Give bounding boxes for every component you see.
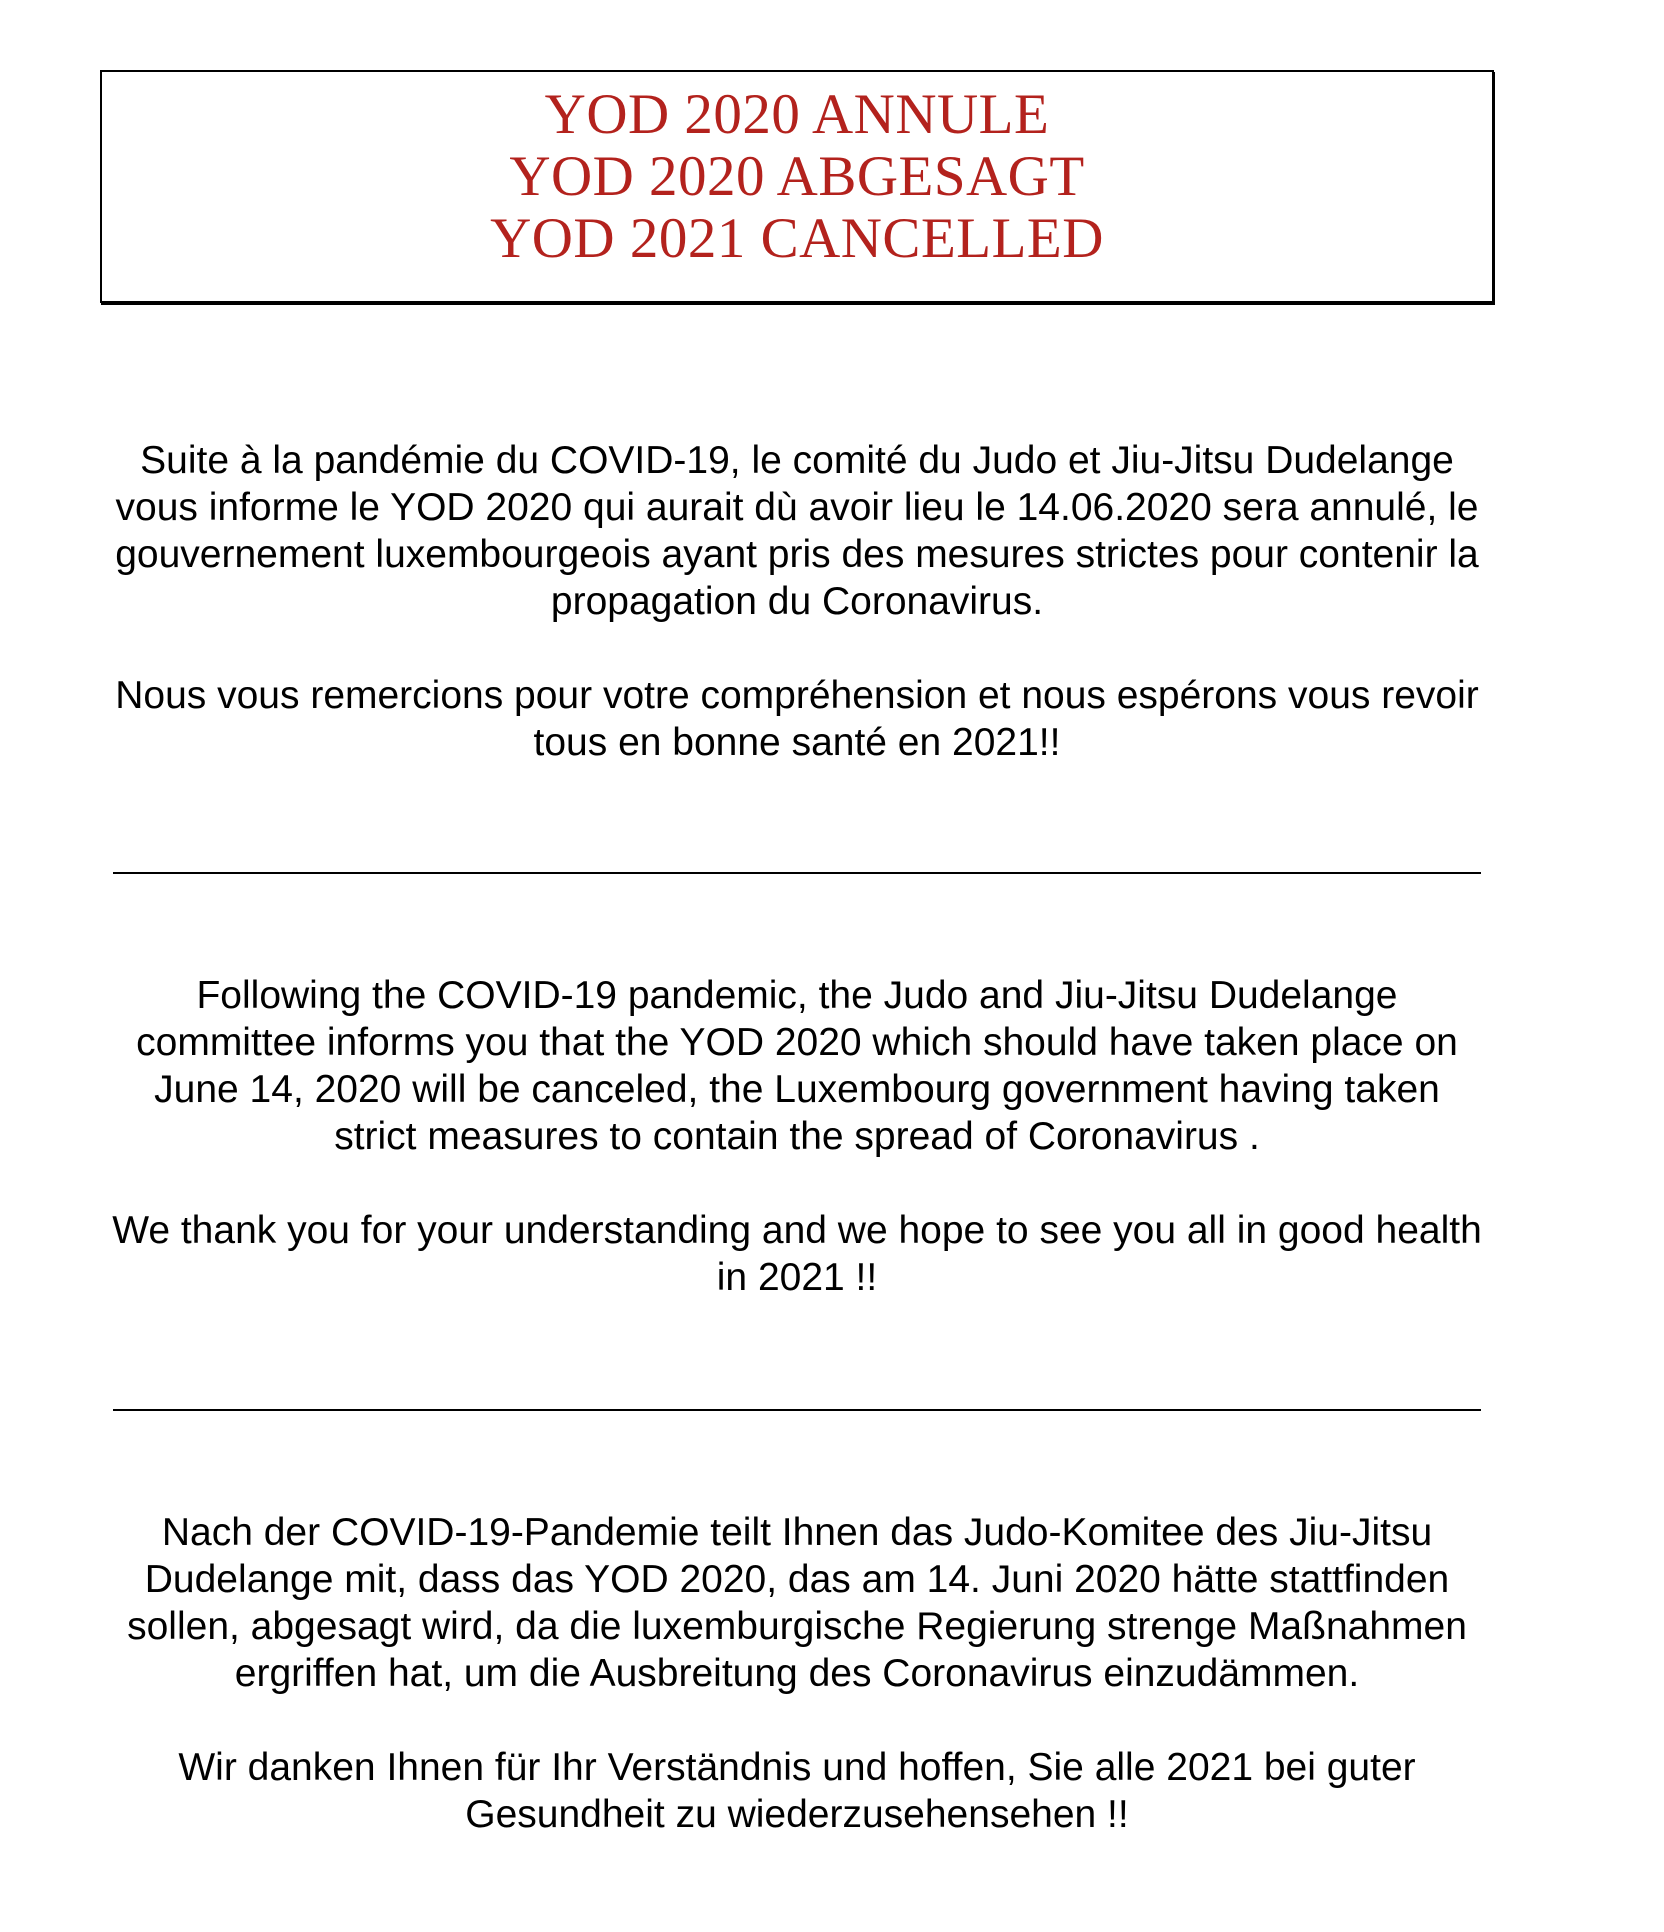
divider-2 xyxy=(113,1409,1481,1411)
german-announcement: Nach der COVID-19-Pandemie teilt Ihnen das Judo-Komitee des Jiu-Jitsu Dudelange mit, dass das YOD 2020, das am 14. Juni 2020 hätte stattfinden sollen, abgesagt wird, da die luxemburgische Regierung strenge Maßnahmen ergriffen hat, um die Ausbreitung des Coronavirus einzudämmen. xyxy=(127,1511,1467,1695)
title-line-de: YOD 2020 ABGESAGT xyxy=(509,145,1085,208)
german-thanks: Wir danken Ihnen für Ihr Verständnis und hoffen, Sie alle 2021 bei guter Gesundheit zu wiederzusehensehen !! xyxy=(178,1746,1416,1836)
english-thanks: We thank you for your understanding and we hope to see you all in good health in 2021 !! xyxy=(112,1209,1482,1299)
french-thanks: Nous vous remercions pour votre compréhension et nous espérons vous revoir tous en bonne santé en 2021!! xyxy=(115,674,1479,764)
divider-1 xyxy=(113,872,1481,874)
french-announcement: Suite à la pandémie du COVID-19, le comité du Judo et Jiu-Jitsu Dudelange vous informe le YOD 2020 qui aurait dù avoir lieu le 14.06.2020 sera annulé, le gouvernement luxembourgeois ayant pris des mesures strictes pour contenir la propagation du Coronavirus. xyxy=(115,439,1479,623)
section-english xyxy=(110,972,1484,1301)
section-german xyxy=(110,1509,1484,1838)
title-line-fr: YOD 2020 ANNULE xyxy=(544,83,1050,146)
title-line-en: YOD 2021 CANCELLED xyxy=(490,207,1104,270)
section-french xyxy=(110,437,1484,766)
title-box xyxy=(100,70,1494,303)
english-announcement: Following the COVID-19 pandemic, the Judo and Jiu-Jitsu Dudelange committee informs you that the YOD 2020 which should have taken place on June 14, 2020 will be canceled, the Luxembourg government having taken strict measures to contain the spread of Coronavirus . xyxy=(136,974,1458,1158)
